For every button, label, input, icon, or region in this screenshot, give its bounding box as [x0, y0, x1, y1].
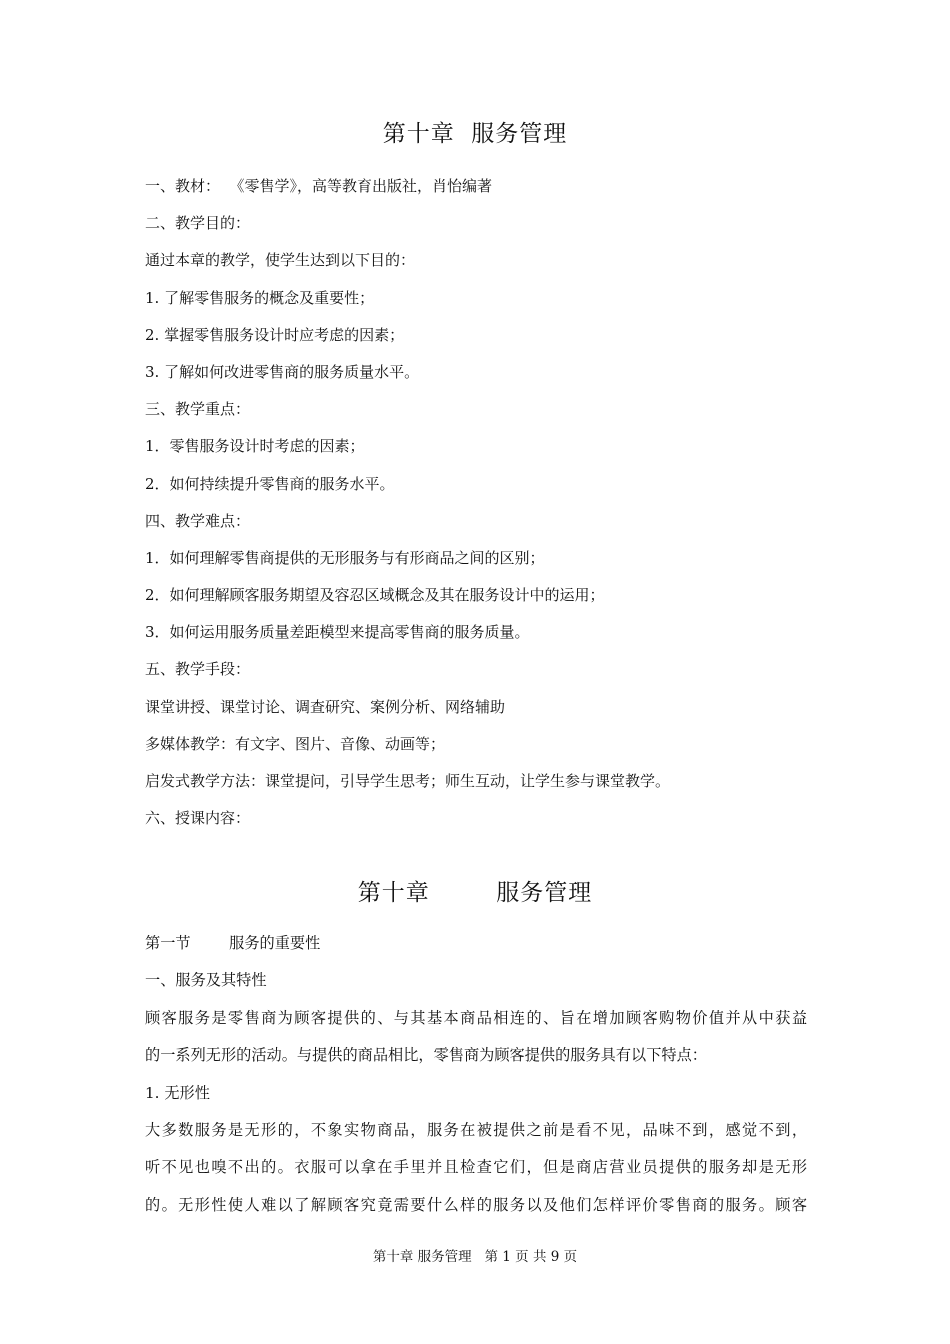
body-line: 顾客服务是零售商为顾客提供的、与其基本商品相连的、旨在增加顾客购物价值并从中获益 — [145, 1008, 807, 1027]
page-footer: 第十章 服务管理 第 1 页 共 9 页 — [372, 1249, 578, 1265]
body-line: 第一节 服务的重要性 — [145, 934, 321, 952]
outline-line: 六、授课内容： — [145, 809, 251, 828]
outline-line: 2．如何持续提升零售商的服务水平。 — [145, 474, 395, 493]
body-line: 1. 无形性 — [145, 1083, 210, 1102]
outline-line: 3. 了解如何改进零售商的服务质量水平。 — [145, 362, 420, 381]
outline-line: 多媒体教学：有文字、图片、音像、动画等； — [145, 734, 446, 753]
chapter-body — [145, 929, 807, 1228]
outline-line: 通过本章的教学，使学生达到以下目的： — [145, 251, 416, 270]
outline-line: 一、教材： 《零售学》，高等教育出版社，肖怡编著 — [145, 177, 493, 195]
outline-line: 1. 了解零售服务的概念及重要性； — [145, 288, 375, 307]
outline-section — [145, 172, 805, 841]
body-line: 听不见也嗅不出的。衣服可以拿在手里并且检查它们，但是商店营业员提供的服务却是无形 — [145, 1158, 807, 1177]
chapter-title: 第十章 服务管理 — [357, 880, 593, 906]
outline-line: 1．如何理解零售商提供的无形服务与有形商品之间的区别； — [145, 548, 545, 567]
outline-line: 三、教学重点： — [145, 400, 251, 419]
outline-line: 五、教学手段： — [145, 660, 251, 679]
outline-line: 3．如何运用服务质量差距模型来提高零售商的服务质量。 — [145, 623, 530, 642]
outline-line: 启发式教学方法：课堂提问，引导学生思考；师生互动，让学生参与课堂教学。 — [145, 772, 671, 790]
outline-line: 2. 掌握零售服务设计时应考虑的因素； — [145, 325, 405, 344]
outline-line: 1．零售服务设计时考虑的因素； — [145, 437, 365, 456]
body-line: 的。无形性使人难以了解顾客究竟需要什么样的服务以及他们怎样评价零售商的服务。顾客 — [145, 1195, 807, 1214]
header-title: 第十章 服务管理 — [382, 121, 568, 147]
outline-line: 四、教学难点： — [145, 511, 251, 530]
outline-line: 二、教学目的： — [145, 214, 251, 233]
body-line: 一、服务及其特性 — [145, 971, 267, 990]
body-line: 大多数服务是无形的，不象实物商品，服务在被提供之前是看不见，品味不到，感觉不到， — [145, 1120, 807, 1139]
outline-line: 课堂讲授、课堂讨论、调查研究、案例分析、网络辅助 — [145, 697, 506, 716]
body-line: 的一系列无形的活动。与提供的商品相比，零售商为顾客提供的服务具有以下特点： — [145, 1046, 707, 1065]
outline-line: 2．如何理解顾客服务期望及容忍区域概念及其在服务设计中的运用； — [145, 586, 605, 605]
